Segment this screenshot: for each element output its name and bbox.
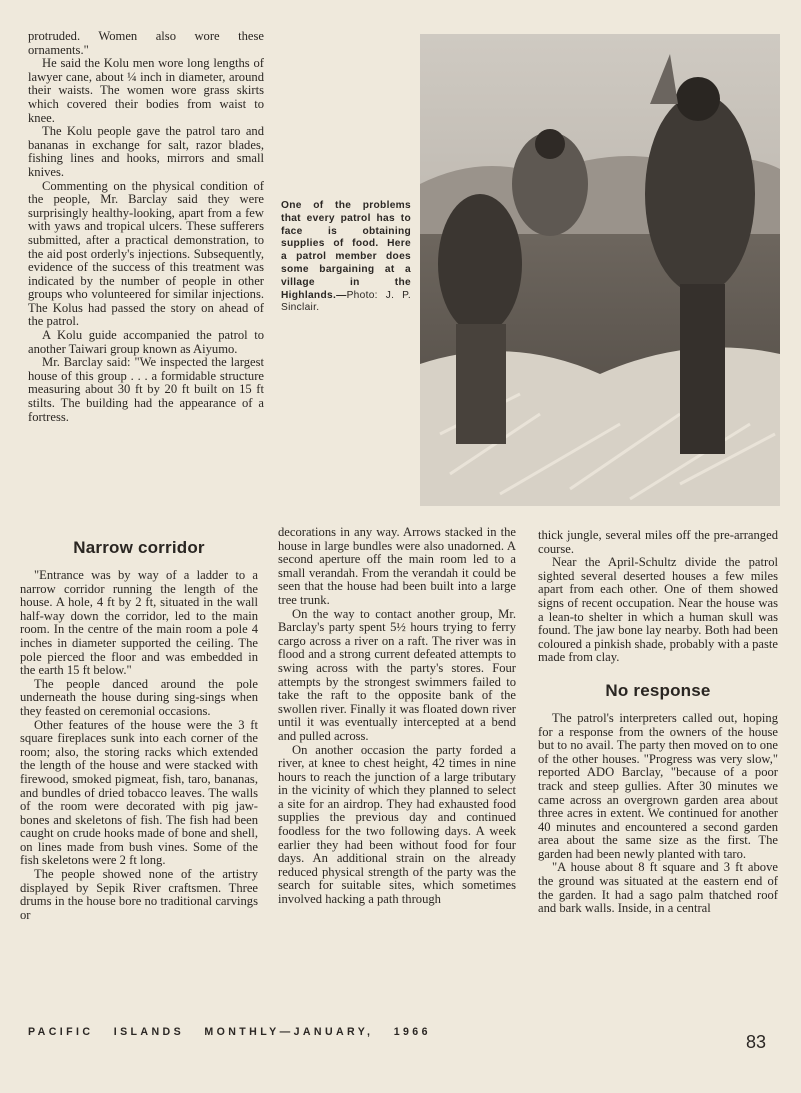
article-column-right <box>538 529 778 916</box>
paragraph: "A house about 8 ft square and 3 ft above the ground was situated at the eastern end of the garden. It had a sago palm thatched roof and bark walls. Inside, in a central <box>538 860 778 916</box>
paragraph: The patrol's interpreters called out, hoping for a response from the owners of the house but to no avail. The party then moved on to one of the other houses. "Progress was very slow," reported ADO Barclay, "because of a poor track and steep gullies. After 30 minutes we came across an overgrown garden area about three acres in extent. We continued for another 40 minutes and encountered a second garden area about the same size as the first. The garden had been newly planted with taro. <box>538 710 778 861</box>
paragraph: He said the Kolu men wore long lengths of lawyer cane, about ¼ inch in diameter, around their waists. The women wore grass skirts which covered their bodies from waist to knee. <box>28 56 264 125</box>
caption-text: One of the problems that every patrol has to face is obtaining supplies of food. Here a patrol member does some bargaining at a village in the Highlands.— <box>281 200 411 301</box>
subheading-narrow-corridor: Narrow corridor <box>73 538 205 557</box>
paragraph: Commenting on the physical condition of the people, Mr. Barclay said they were surprisingly healthy-looking, apart from a few with yaws and tropical ulcers. These sufferers submitted, after a practical demonstration, to the aid post orderly's injections. Subsequently, evidence of the success of this treatment was indicated by the number of people in other groups who volunteered for similar injections. The Kolus had passed the story on ahead of the patrol. <box>28 178 264 329</box>
paragraph: On another occasion the party forded a river, at knee to chest height, 42 times in nine hours to reach the junction of a large tributary in the vicinity of which they planned to select a site for an airdrop. They had exhausted food supplies the previous day and continued foodless for the two following days. A week earlier they had been without food for four days. An additional strain on the already reduced physical strength of the party was the search for suitable sites, which sometimes involved hacking a path through <box>278 742 516 907</box>
subheading-no-response: No response <box>605 680 711 700</box>
article-column-middle <box>278 526 516 907</box>
page-number: 83 <box>746 1032 767 1052</box>
article-column-left-bottom <box>20 538 258 922</box>
photo-illustration <box>420 34 780 506</box>
paragraph: The people danced around the pole underneath the house during sing-sings when they feasted on ceremonial occasions. <box>20 676 258 718</box>
photo-caption <box>281 200 411 315</box>
paragraph: thick jungle, several miles off the pre-arranged course. <box>538 528 778 556</box>
paragraph: "Entrance was by way of a ladder to a narrow corridor running the length of the house. A hole, 4 ft by 2 ft, situated in the wall half-way down the corridor, led to the main room. In the centre of the main room a pole 4 inches in diameter supported the ceiling. The pole pierced the floor and was embedded in the earth 15 ft below." <box>20 568 258 678</box>
paragraph: The people showed none of the artistry displayed by Sepik River craftsmen. Three drums in the house bore no traditional carvings or <box>20 867 258 922</box>
paragraph: The Kolu people gave the patrol taro and bananas in exchange for salt, razor blades, fishing lines and hooks, mirrors and small knives. <box>28 124 264 179</box>
paragraph: A Kolu guide accompanied the patrol to another Taiwari group known as Aiyumo. <box>28 328 264 356</box>
photo-patrol-bargaining <box>420 34 780 506</box>
page-footer: PACIFIC ISLANDS MONTHLY—JANUARY, 1966 <box>28 1026 431 1038</box>
article-column-left-top <box>28 30 264 424</box>
paragraph: Other features of the house were the 3 ft square fireplaces sunk into each corner of the room; also, the storing racks which extended the length of the house and were stacked with firewood, smoked pigmeat, fish, taro, bananas, and bundles of dried tobacco leaves. The walls of the room were decorated with pig jaw-bones and skeletons of fish. The fish had been caught on crude hooks made of bone and shell, on lines made from bush vines. Some of the fish skeletons were 2 ft long. <box>20 717 258 868</box>
paragraph: protruded. Women also wore these ornaments." <box>28 29 264 57</box>
paragraph: On the way to contact another group, Mr. Barclay's party spent 5½ hours trying to ferry cargo across a river on a raft. The river was in flood and a strong current defeated attempts to swing across with the party's stores. Four attempts by the strongest swimmers failed to take the raft to the opposite bank of the swollen river. Finally it was floated down river until it was eventually intercepted at a bend and pulled across. <box>278 606 516 743</box>
paragraph: Near the April-Schultz divide the patrol sighted several deserted houses a few miles apart from each other. One of them showed signs of recent occupation. Near the house was a lean-to shelter in which a human skull was found. The jaw bone lay nearby. Both had been coloured a pinkish shade, probably with a paste made from clay. <box>538 555 778 665</box>
caption-credit: Photo: J. P. Sinclair. <box>281 289 411 314</box>
paragraph: Mr. Barclay said: "We inspected the largest house of this group . . . a formidable structure measuring about 30 ft by 20 ft built on 15 ft stilts. The building had the appearance of a fortress. <box>28 355 264 424</box>
paragraph: decorations in any way. Arrows stacked in the house in large bundles were also unadorned. A second aperture off the main room led to a small verandah. From the verandah it could be seen that the house had been built into a large tree trunk. <box>278 525 516 607</box>
